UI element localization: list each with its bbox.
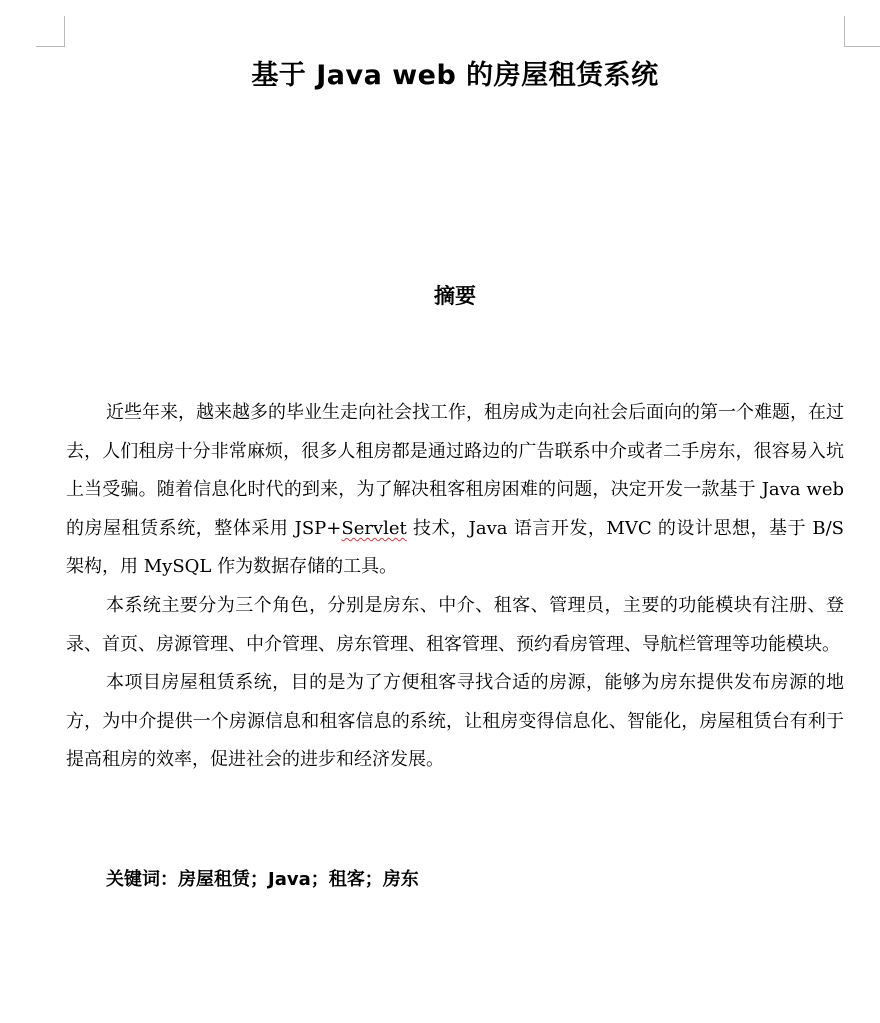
abstract-paragraph-1 [66, 394, 844, 587]
keywords-line: 关键词：房屋租赁；Java；租客；房东 [106, 869, 419, 890]
abstract-paragraph-2: 本系统主要分为三个角色，分别是房东、中介、租客、管理员，主要的功能模块有注册、登录、首页、房源管理、中介管理、房东管理、租客管理、预约看房管理、导航栏管理等功能模块。 [66, 594, 844, 655]
top-right-crop-mark [844, 16, 880, 47]
abstract-paragraph-3: 本项目房屋租赁系统，目的是为了方便租客寻找合适的房源，能够为房东提供发布房源的地方，为中介提供一个房源信息和租客信息的系统，让租房变得信息化、智能化，房屋租赁台有利于提高租房的效率，促进社会的进步和经济发展。 [66, 672, 844, 771]
document-title: 基于 Java web 的房屋租赁系统 [251, 60, 659, 91]
abstract-heading: 摘要 [434, 284, 476, 308]
spellcheck-flagged-word[interactable]: Servlet [341, 517, 407, 539]
top-left-crop-mark [36, 16, 65, 47]
paragraph-1-text-end: 技术，Java 语言开发，MVC 的设计思想，基于 B/S 架构，用 MySQL 作为数据存储的工具。 [66, 517, 844, 578]
paragraph-1-text-start: 近些年来，越来越多的毕业生走向社会找工作，租房成为走向社会后面向的第一个难题，在过去，人们租房十分非常麻烦，很多人租房都是通过路边的广告联系中介或者二手房东，很容易入坑上当受骗。随着信息化时代的到来，为了解决租客租房困难的问题，决定开发一款基于 Java web 的房屋租赁系统，整体采用 JSP+ [66, 402, 844, 539]
abstract-body [66, 394, 844, 780]
